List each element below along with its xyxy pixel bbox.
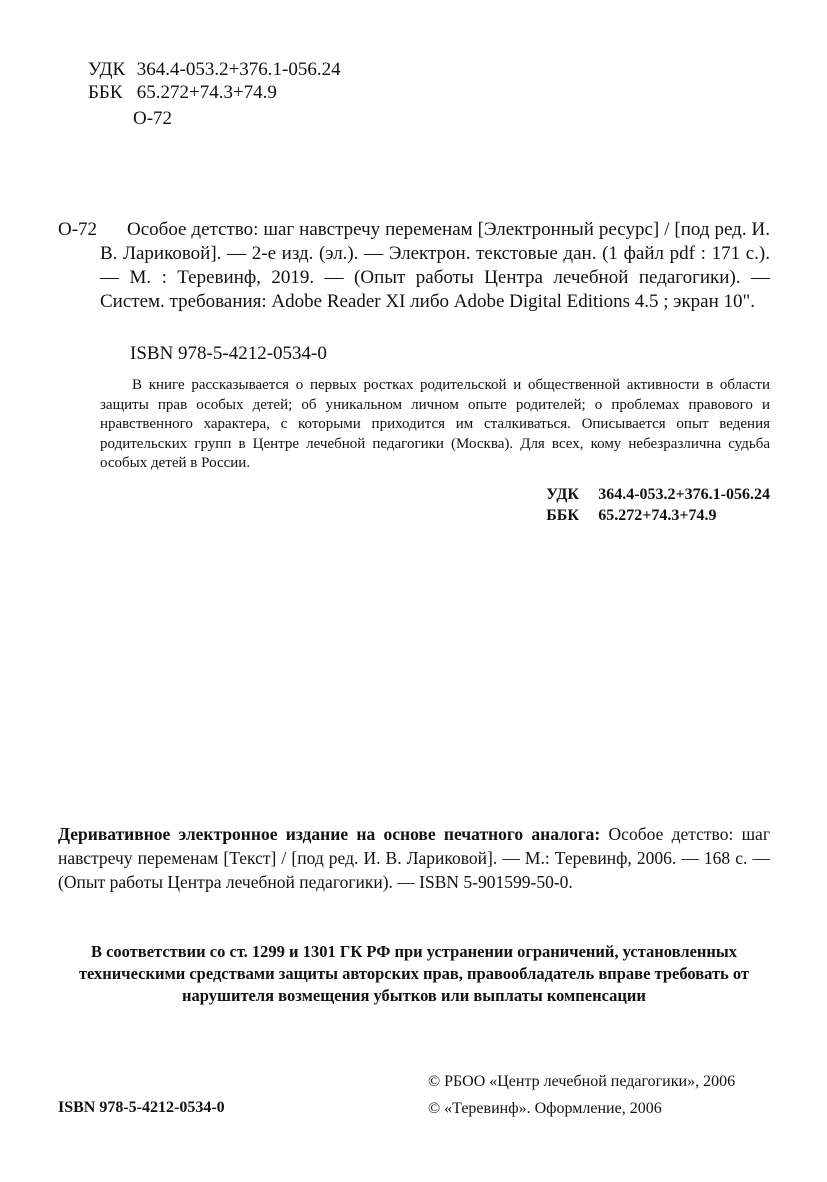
derivative-note-text: Особое детство: шаг навстречу переменам [Текст] / [под ред. И. В. Лариковой]. — М.: Теревинф, 2006. — 168 с. — (Опыт работы Центра лечебной педагогики). — ISBN 5-901599-50-0. — [58, 824, 771, 892]
bbk-label: ББК — [88, 82, 123, 103]
classification-bbk — [546, 505, 770, 526]
bbk-value: 65.272+74.3+74.9 — [136, 82, 277, 103]
classification-bbk-label: ББК — [546, 507, 579, 524]
copyright-2: © «Теревинф». Оформление, 2006 — [428, 1100, 662, 1117]
classification-udk-label: УДК — [546, 486, 579, 503]
udk-label: УДК — [88, 59, 126, 80]
catalog-description: Особое детство: шаг навстречу переменам [Электронный ресурс] / [под ред. И. В. Лариковой]. — 2-е изд. (эл.). — Электрон. текстовые дан. (1 файл pdf : 171 с.). — М. : Теревинф, 2019. — (Опыт работы Центра лечебной педагогики). — Систем. требования: Adobe Reader XI либо Adobe Digital Editions 4.5 ; экран 10". — [100, 219, 770, 312]
classification-udk — [546, 484, 770, 505]
footer-isbn: ISBN 978-5-4212-0534-0 — [58, 1099, 225, 1116]
derivative-note — [58, 822, 770, 894]
abstract: В книге рассказывается о первых ростках родительской и общественной активности в области защиты прав особых детей; об уникальном личном опыте родителей; о проблемах правового и нравственного характера, с которыми приходится им сталкиваться. Описывается опыт ведения родительских групп в Центре лечебной педагогики (Москва). Для всех, кому небезразлична судьба особых детей в России. — [100, 377, 770, 471]
catalog-isbn: ISBN 978-5-4212-0534-0 — [130, 343, 327, 364]
derivative-note-bold: Деривативное электронное издание на основе печатного аналога: — [58, 824, 601, 844]
classification-bbk-value: 65.272+74.3+74.9 — [598, 507, 717, 524]
udk-value: 364.4-053.2+376.1-056.24 — [136, 59, 341, 80]
author-mark: О-72 — [133, 108, 173, 129]
classification-udk-value: 364.4-053.2+376.1-056.24 — [598, 486, 770, 503]
legal-notice: В соответствии со ст. 1299 и 1301 ГК РФ при устранении ограничений, установленных техническими средствами защиты авторских прав, правообладатель вправе требовать от нарушителя возмещения убытков или выплаты компенсации — [78, 942, 750, 1005]
catalog-entry — [58, 218, 770, 314]
catalog-code: О-72 — [58, 219, 98, 240]
copyright-1: © РБОО «Центр лечебной педагогики», 2006 — [428, 1073, 736, 1090]
header-bbk — [88, 80, 277, 106]
classification-block — [546, 484, 770, 526]
